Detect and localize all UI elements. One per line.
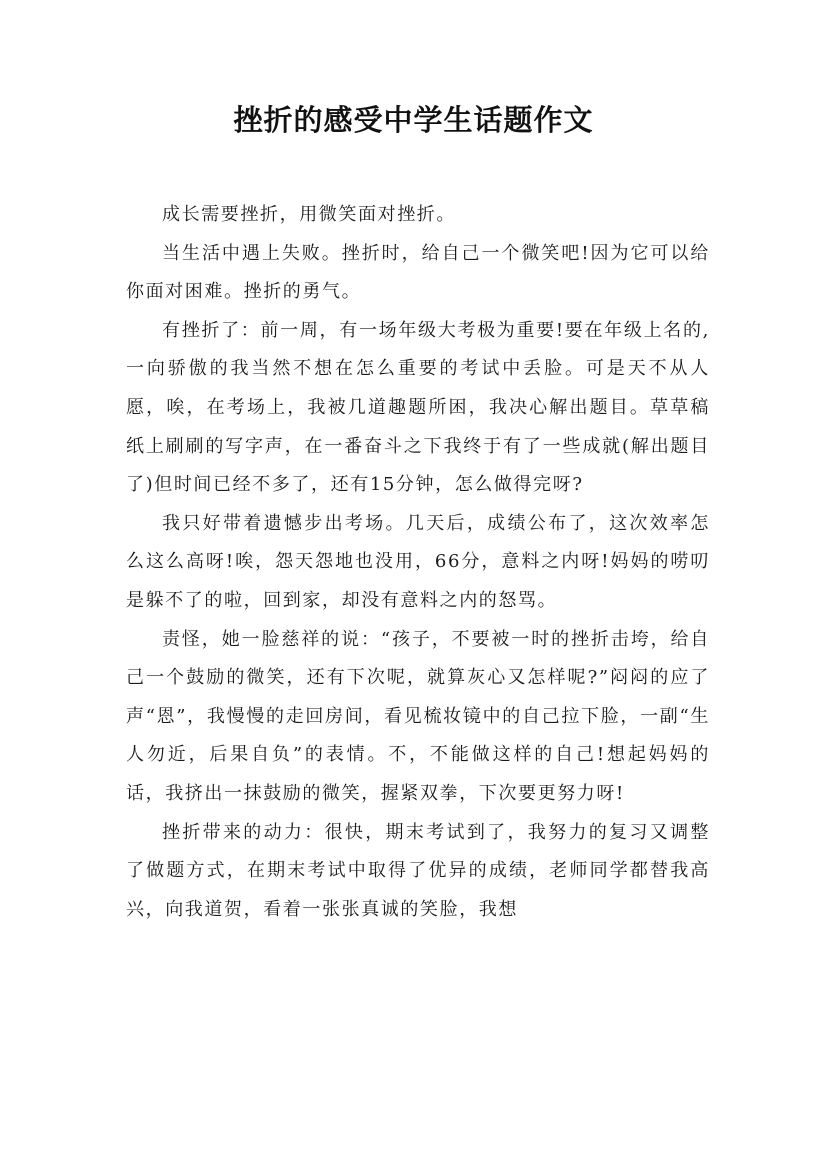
paragraph: 有挫折了：前一周，有一场年级大考极为重要!要在年级上名的,一向骄傲的我当然不想在怎么重要的考试中丢脸。可是天不从人愿，唉，在考场上，我被几道趣题所困，我决心解出题目。草草稿纸上刷刷的写字声，在一番奋斗之下我终于有了一些成就(解出题目了)但时间已经不多了，还有15分钟，怎么做得完呀? bbox=[126, 319, 710, 496]
paragraph: 我只好带着遗憾步出考场。几天后，成绩公布了，这次效率怎么这么高呀!唉，怨天怨地也没用，66分，意料之内呀!妈妈的唠叨是躲不了的啦，回到家，却没有意料之内的怒骂。 bbox=[126, 512, 710, 611]
paragraph: 当生活中遇上失败。挫折时，给自己一个微笑吧!因为它可以给你面对困难。挫折的勇气。 bbox=[126, 242, 710, 303]
document-title: 挫折的感受中学生话题作文 bbox=[233, 103, 594, 137]
document-body bbox=[126, 196, 710, 929]
paragraph: 成长需要挫折，用微笑面对挫折。 bbox=[162, 204, 456, 225]
paragraph: 挫折带来的动力：很快，期末考试到了，我努力的复习又调整了做题方式，在期末考试中取得了优异的成绩，老师同学都替我高兴，向我道贺，看着一张张真诚的笑脸，我想 bbox=[126, 821, 710, 920]
paragraph: 责怪，她一脸慈祥的说：“孩子，不要被一时的挫折击垮，给自己一个鼓励的微笑，还有下次呢，就算灰心又怎样呢?”闷闷的应了声“恩”，我慢慢的走回房间，看见梳妆镜中的自己拉下脸，一副“生人勿近，后果自负”的表情。不，不能做这样的自己!想起妈妈的话，我挤出一抹鼓励的微笑，握紧双拳，下次要更努力呀! bbox=[126, 628, 710, 804]
